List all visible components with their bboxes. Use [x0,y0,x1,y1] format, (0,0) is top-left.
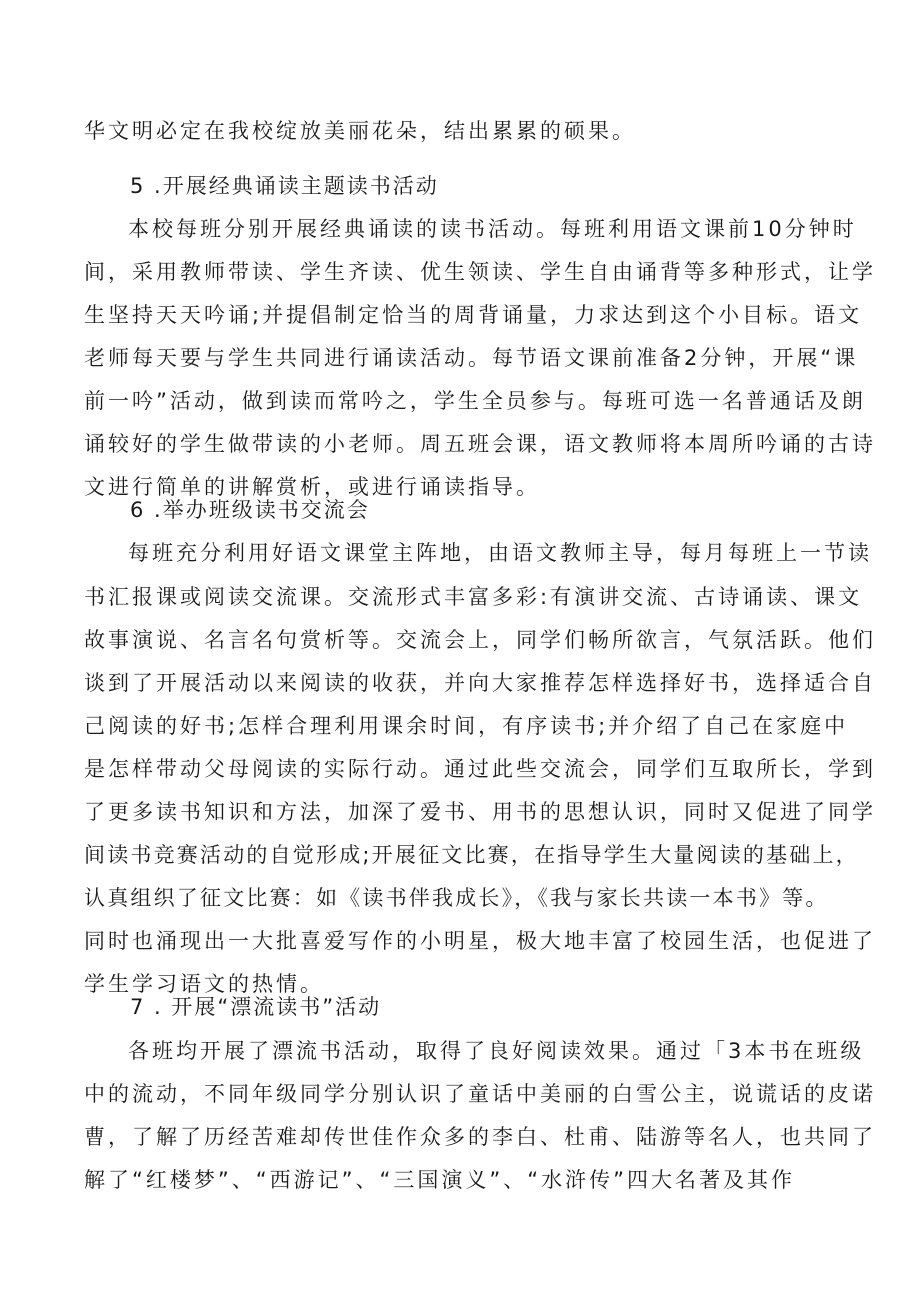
paragraph-line: 故事演说、名言名句赏析等。交流会上，同学们畅所欲言，气氛活跃。他们 [84,628,876,652]
paragraph-line: 己阅读的好书;怎样合理利用课余时间，有序读书;并介绍了自己在家庭中 [84,714,849,738]
paragraph-line: 谈到了开展活动以来阅读的收获，并向大家推荐怎样选择好书，选择适合自 [84,671,876,695]
paragraph-line: 华文明必定在我校绽放美丽花朵，结出累累的硕果。 [84,119,636,143]
paragraph-line: 诵较好的学生做带读的小老师。周五班会课，语文教师将本周所吟诵的古诗 [84,432,876,456]
paragraph-line: 老师每天要与学生共同进行诵读活动。每节语文课前准备2分钟，开展“课 [84,346,859,370]
paragraph-line: 各班均开展了漂流书活动，取得了良好阅读效果。通过「3本书在班级 [128,1039,865,1063]
paragraph-line: 中的流动，不同年级同学分别认识了童话中美丽的白雪公主，说谎话的皮诺 [84,1082,876,1106]
paragraph-line: 书汇报课或阅读交流课。交流形式丰富多彩:有演讲交流、古诗诵读、课文 [84,585,863,609]
paragraph-line: 间，采用教师带读、学生齐读、优生领读、学生自由诵背等多种形式，让学 [84,260,876,284]
paragraph-line: 解了“红楼梦”、“西游记”、“三国演义”、“水浒传”四大名著及其作 [84,1168,796,1192]
section-heading-5: 5 .开展经典诵读主题读书活动 [130,174,439,198]
paragraph-line: 曹，了解了历经苦难却传世佳作众多的李白、杜甫、陆游等名人，也共同了 [84,1125,876,1149]
paragraph-line: 文进行简单的讲解赏析，或进行诵读指导。 [84,475,540,499]
section-heading-6: 6 .举办班级读书交流会 [130,498,370,522]
paragraph-line: 生坚持天天吟诵;并提倡制定恰当的周背诵量，力求达到这个小目标。语文 [84,303,863,327]
paragraph-line: 前一吟”活动，做到读而常吟之，学生全员参与。每班可选一名普通话及朗 [84,389,866,413]
paragraph-line: 了更多读书知识和方法，加深了爱书、用书的思想认识，同时又促进了同学 [84,800,876,824]
paragraph-line: 学生学习语文的热情。 [84,972,324,996]
paragraph-line: 间读书竞赛活动的自觉形成;开展征文比赛，在指导学生大量阅读的基础上， [84,843,859,867]
paragraph-line: 同时也涌现出一大批喜爱写作的小明星，极大地丰富了校园生活，也促进了 [84,929,876,953]
paragraph-line: 本校每班分别开展经典诵读的读书活动。每班利用语文课前10分钟时 [128,217,857,241]
section-heading-7: 7 . 开展“漂流读书”活动 [130,995,382,1019]
paragraph-line: 是怎样带动父母阅读的实际行动。通过此些交流会，同学们互取所长，学到 [84,757,876,781]
paragraph-line: 每班充分利用好语文课堂主阵地，由语文教师主导，每月每班上一节读 [128,541,872,565]
paragraph-line: 认真组织了征文比赛：如《读书伴我成长》，《我与家长共读一本书》等。 [84,886,829,910]
